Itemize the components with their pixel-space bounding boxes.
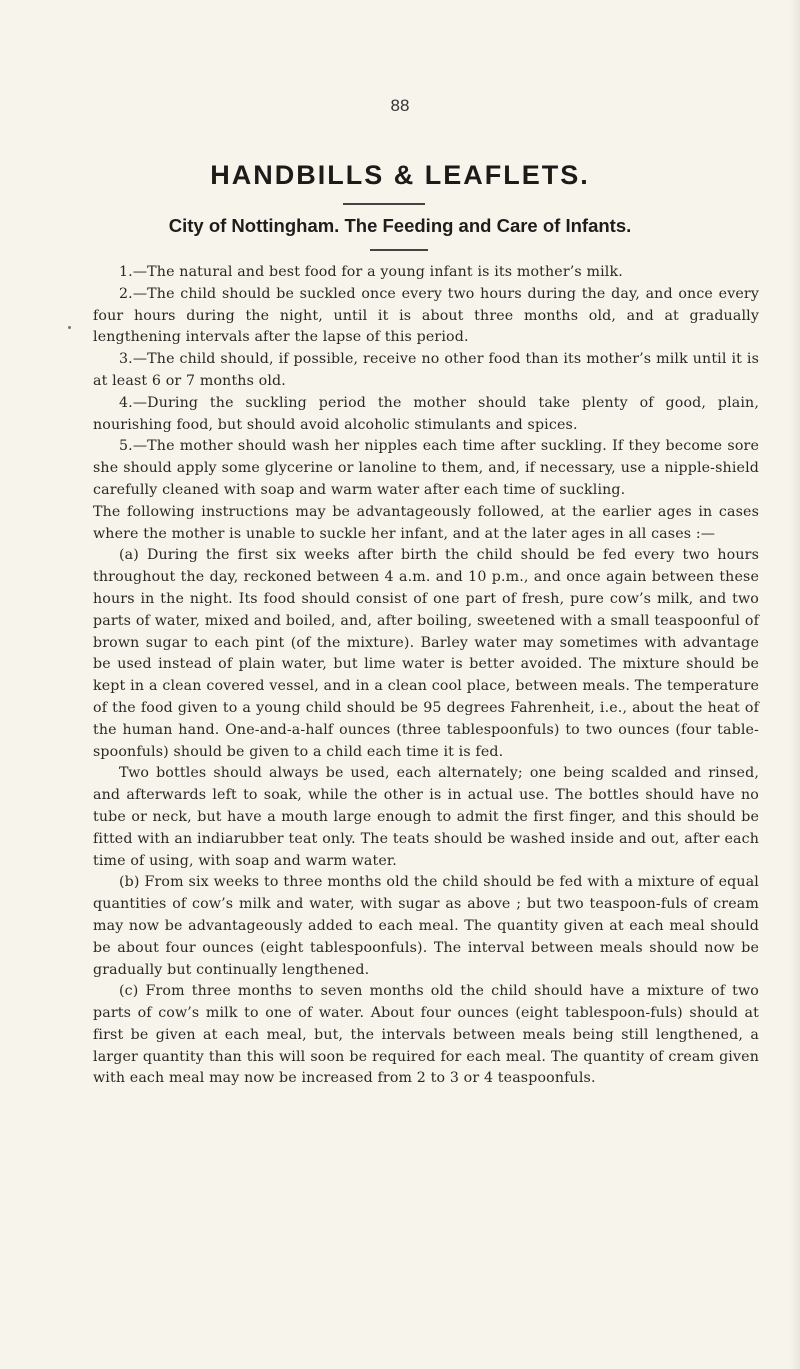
paragraph-2: 2.—The child should be suckled once every two hours during the day, and once every four hours during the night, until it is about three months old, and at gradually lengthening intervals after the lapse of this period. bbox=[93, 285, 759, 346]
paragraph-b: (b) From six weeks to three months old the child should be fed with a mixture of equal quantities of cow’s milk and water, with sugar as above ; but two teaspoon-fuls of cream may now be advantageously added to each meal. The quantity given at each meal should be about four ounces (eight tablespoonfuls). The interval between meals should now be gradually but continually lengthened. bbox=[93, 874, 759, 978]
paragraph-4: 4.—During the suckling period the mother should take plenty of good, plain, nourishing food, but should avoid alcoholic stimulants and spices. bbox=[93, 394, 759, 433]
subtitle-divider bbox=[370, 249, 428, 251]
title-divider bbox=[343, 203, 425, 205]
paragraph-bottles: Two bottles should always be used, each alternately; one being scalded and rinsed, and afterwards left to soak, while the other is in actual use. The bottles should have no tube or neck, but have a mouth large enough to admit the first finger, and this should be fitted with an indiarubber teat only. The teats should be washed inside and out, after each time of using, with soap and warm water. bbox=[93, 765, 759, 869]
body-text bbox=[93, 262, 759, 1090]
main-title: HANDBILLS & LEAFLETS. bbox=[210, 160, 590, 190]
paragraph-instructions-intro: The following instructions may be advantageously followed, at the earlier ages in cases where the mother is unable to suckle her infant, and at the later ages in all cases :— bbox=[93, 503, 759, 542]
page-edge-shadow bbox=[790, 0, 800, 1369]
subtitle: City of Nottingham. The Feeding and Care of Infants. bbox=[168, 215, 632, 236]
paper-speck bbox=[68, 326, 71, 329]
paragraph-3: 3.—The child should, if possible, receive no other food than its mother’s milk until it is at least 6 or 7 months old. bbox=[93, 351, 759, 389]
paragraph-1: 1.—The natural and best food for a young infant is its mother’s milk. bbox=[119, 264, 623, 280]
paragraph-c: (c) From three months to seven months old the child should have a mixture of two parts of cow’s milk to one of water. About four ounces (eight tablespoon-fuls) should at first be given at each meal, but, the intervals between meals being still lengthened, a larger quantity than this will soon be required for each meal. The quantity of cream given with each meal may now be increased from 2 to 3 or 4 teaspoonfuls. bbox=[93, 983, 759, 1087]
paragraph-5: 5.—The mother should wash her nipples each time after suckling. If they become sore she should apply some glycerine or lanoline to them, and, if necessary, use a nipple-shield carefully cleaned with soap and warm water after each time of suckling. bbox=[93, 438, 759, 498]
page-number: 88 bbox=[390, 96, 410, 115]
paragraph-a: (a) During the first six weeks after birth the child should be fed every two hours throughout the day, reckoned between 4 a.m. and 10 p.m., and once again between these hours in the night. Its food should consist of one part of fresh, pure cow’s milk, and two parts of water, mixed and boiled, and, after boiling, sweetened with a small teaspoonful of brown sugar to each pint (of the mixture). Barley water may sometimes with advantage be used instead of plain water, but lime water is better avoided. The mixture should be kept in a clean covered vessel, and in a clean cool place, between meals. The temperature of the food given to a young child should be 95 degrees Fahrenheit, i.e., about the heat of the human hand. One-and-a-half ounces (three tablespoonfuls) to two ounces (four table-spoonfuls) should be given to a child each time it is fed. bbox=[93, 547, 759, 760]
